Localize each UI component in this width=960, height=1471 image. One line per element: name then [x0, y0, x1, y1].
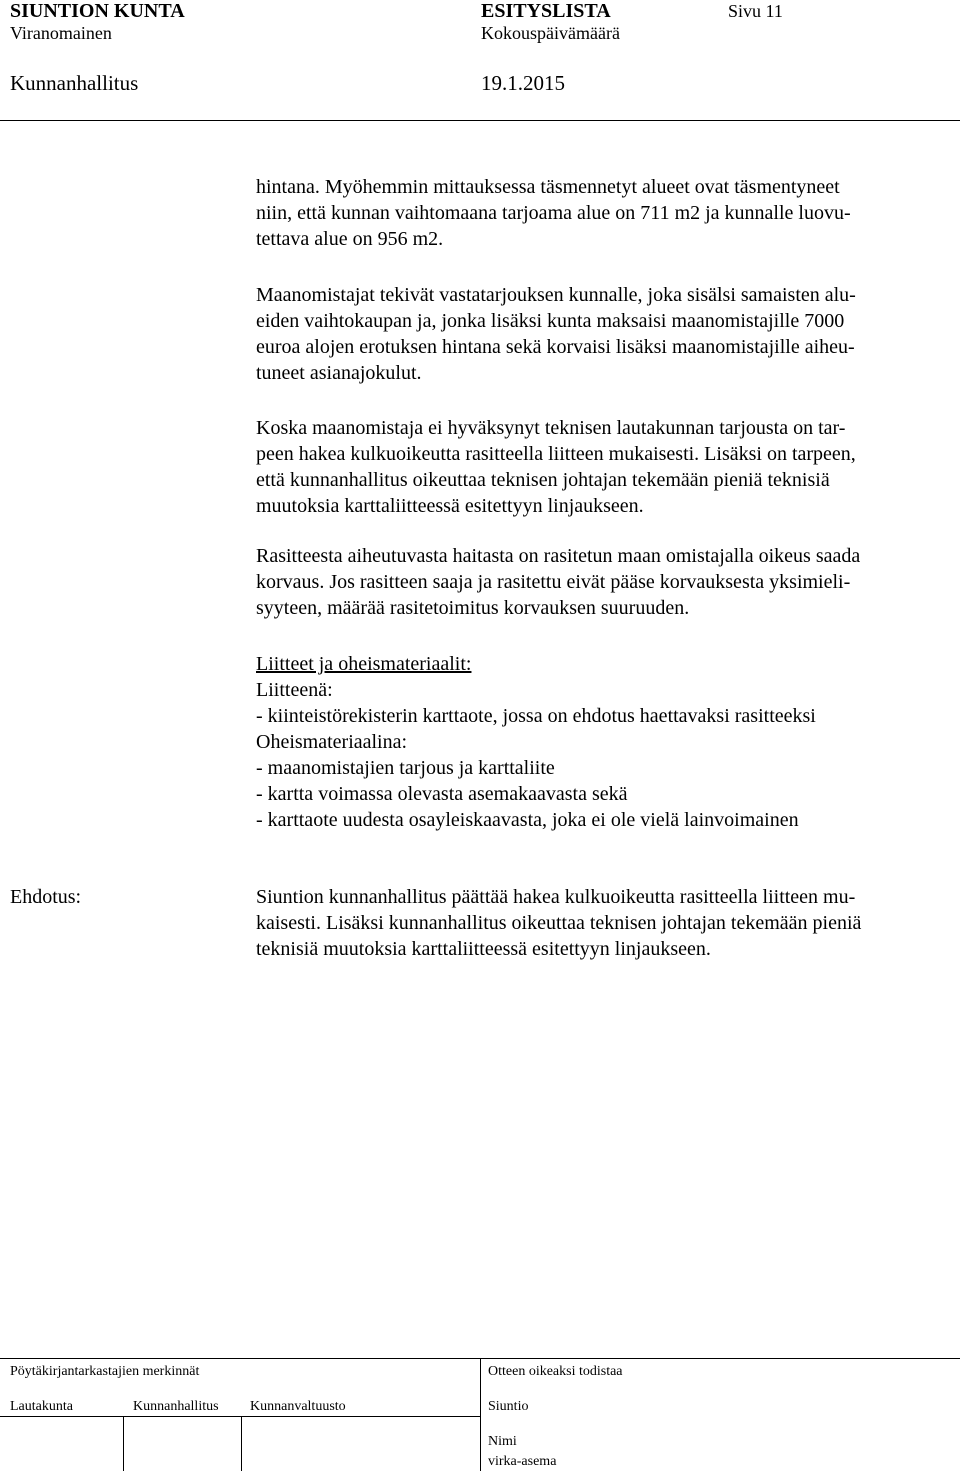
doc-type: ESITYSLISTA — [481, 0, 611, 22]
attachment-line: Oheismateriaalina: — [256, 731, 408, 753]
paragraph-2 — [256, 282, 946, 386]
paragraph-4 — [256, 543, 946, 621]
text-line: korvaus. Jos rasitteen saaja ja rasitettu eivät pääse korvauksesta yksimieli- — [256, 571, 851, 593]
text-line: Siuntion kunnanhallitus päättää hakea kulkuoikeutta rasitteella liitteen mu- — [256, 886, 856, 908]
footer-col-council: Kunnanhallitus — [133, 1399, 219, 1414]
reviewers-label: Pöytäkirjantarkastajien merkinnät — [10, 1364, 200, 1379]
text-line: eiden vaihtokaupan ja, jonka lisäksi kunta maksaisi maanomistajille 7000 — [256, 310, 845, 332]
footer-divider — [480, 1358, 481, 1471]
attachment-line: - kartta voimassa olevasta asemakaavasta sekä — [256, 783, 628, 805]
footer-col-board: Lautakunta — [10, 1399, 73, 1414]
proposal-text — [256, 884, 946, 962]
certified-label: Otteen oikeaksi todistaa — [488, 1364, 623, 1379]
page-number: Sivu 11 — [728, 1, 783, 21]
footer-place: Siuntio — [488, 1399, 529, 1414]
org-subtitle: Viranomainen — [10, 23, 112, 43]
text-line: niin, että kunnan vaihtomaana tarjoama alue on 711 m2 ja kunnalle luovu- — [256, 202, 851, 224]
text-line: Maanomistajat tekivät vastatarjouksen kunnalle, joka sisälsi samaisten alu- — [256, 284, 856, 306]
text-line: teknisiä muutoksia karttaliitteessä esitettyyn linjaukseen. — [256, 938, 711, 960]
attachment-line: Liitteenä: — [256, 679, 333, 701]
footer-sign-rule — [0, 1416, 480, 1417]
footer-name: Nimi — [488, 1434, 517, 1449]
attachments-section — [256, 651, 946, 833]
text-line: peen hakea kulkuoikeutta rasitteella liitteen mukaisesti. Lisäksi on tarpeen, — [256, 443, 856, 465]
attachment-line: - kiinteistörekisterin karttaote, jossa on ehdotus haettavaksi rasitteeksi — [256, 705, 816, 727]
text-line: syyteen, määrää rasitetoimitus korvauksen suuruuden. — [256, 597, 690, 619]
footer-col-assembly: Kunnanvaltuusto — [250, 1399, 346, 1414]
paragraph-1 — [256, 174, 946, 252]
footer-sign-divider-2 — [241, 1416, 242, 1471]
text-line: muutoksia karttaliitteessä esitettyyn linjaukseen. — [256, 495, 644, 517]
org-name: SIUNTION KUNTA — [10, 0, 185, 22]
meeting-date: 19.1.2015 — [481, 71, 565, 95]
attachments-heading: Liitteet ja oheismateriaalit: — [256, 653, 472, 675]
paragraph-3 — [256, 415, 946, 519]
text-line: tettava alue on 956 m2. — [256, 228, 444, 250]
text-line: tuneet asianajokulut. — [256, 362, 422, 384]
attachment-line: - maanomistajien tarjous ja karttaliite — [256, 757, 555, 779]
attachment-line: - karttaote uudesta osayleiskaavasta, joka ei ole vielä lainvoimainen — [256, 809, 799, 831]
text-line: että kunnanhallitus oikeuttaa teknisen johtajan tekemään pieniä teknisiä — [256, 469, 830, 491]
text-line: kaisesti. Lisäksi kunnanhallitus oikeuttaa teknisen johtajan tekemään pieniä — [256, 912, 862, 934]
text-line: euroa alojen erotuksen hintana sekä korvaisi lisäksi maanomistajille aiheu- — [256, 336, 855, 358]
footer-title: virka-asema — [488, 1454, 557, 1469]
meeting-body: Kunnanhallitus — [10, 71, 139, 95]
footer-sign-divider-1 — [123, 1416, 124, 1471]
text-line: Rasitteesta aiheutuvasta haitasta on rasitetun maan omistajalla oikeus saada — [256, 545, 861, 567]
header-rule — [0, 120, 960, 121]
text-line: hintana. Myöhemmin mittauksessa täsmennetyt alueet ovat täsmentyneet — [256, 176, 840, 198]
proposal-label: Ehdotus: — [10, 886, 82, 908]
doc-type-subtitle: Kokouspäivämäärä — [481, 23, 620, 43]
text-line: Koska maanomistaja ei hyväksynyt teknisen lautakunnan tarjousta on tar- — [256, 417, 846, 439]
